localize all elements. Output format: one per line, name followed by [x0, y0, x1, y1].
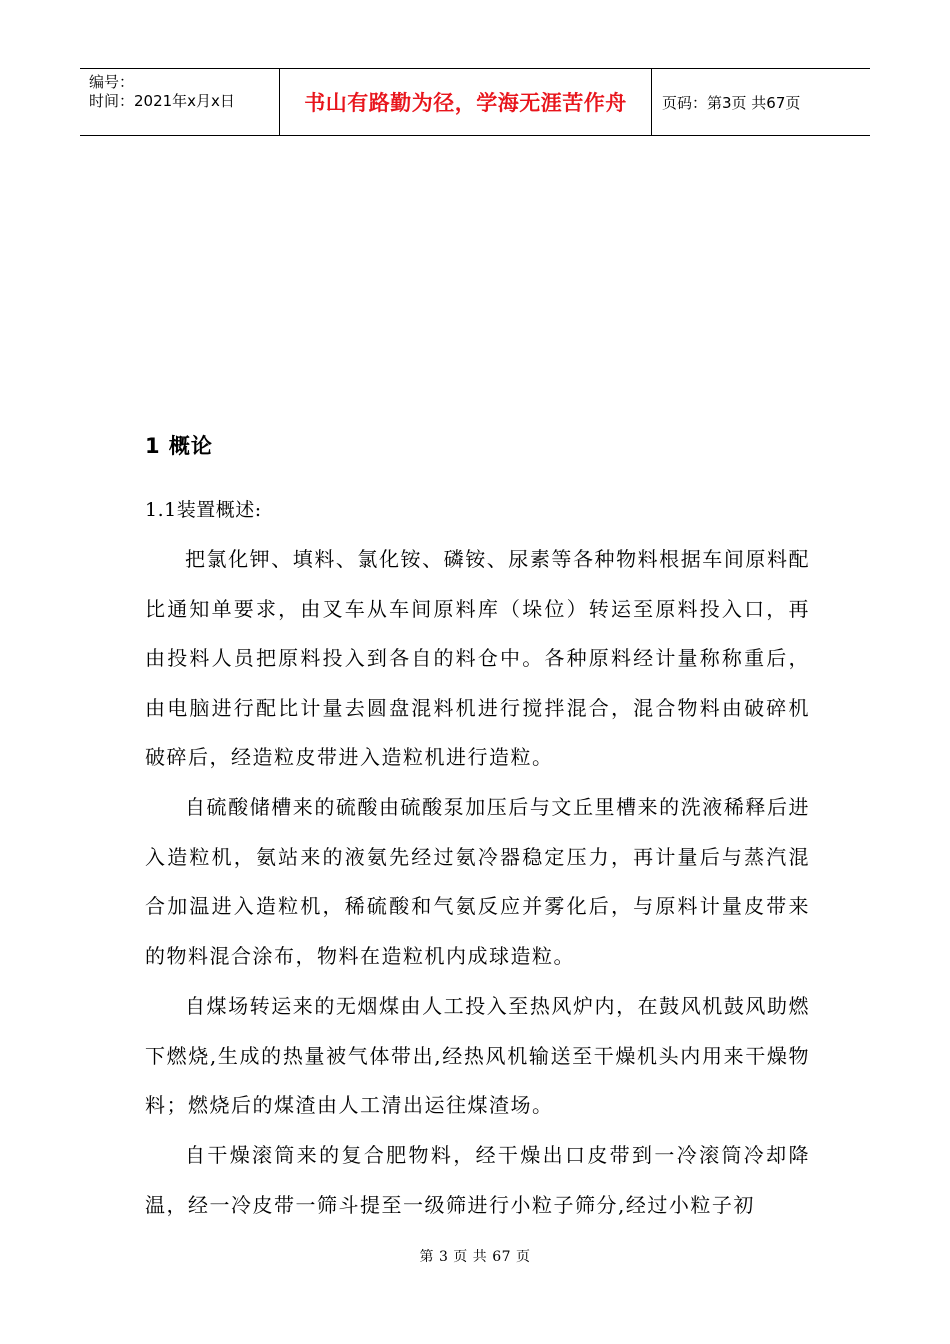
header-time-label: 时间：2021年x月x日 [89, 92, 235, 110]
section-title: 1 概论 [145, 434, 213, 458]
paragraph-3: 自煤场转运来的无烟煤由人工投入至热风炉内，在鼓风机鼓风助燃下燃烧,生成的热量被气体带出,经热风机输送至干燥机头内用来干燥物料；燃烧后的煤渣由人工清出运往煤渣场。 [145, 994, 810, 1117]
paragraph-2: 自硫酸储槽来的硫酸由硫酸泵加压后与文丘里槽来的洗液稀释后进入造粒机，氨站来的液氨先经过氨冷器稳定压力，再计量后与蒸汽混合加温进入造粒机，稀硫酸和气氨反应并雾化后，与原料计量皮带来的物料混合涂布，物料在造粒机内成球造粒。 [145, 795, 810, 968]
header-page-info: 页码：第3页 共67页 [662, 93, 801, 112]
header-meta-cell [80, 69, 280, 135]
paragraph-4: 自干燥滚筒来的复合肥物料，经干燥出口皮带到一冷滚筒冷却降温，经一冷皮带一筛斗提至一级筛进行小粒子筛分,经过小粒子初 [145, 1143, 810, 1217]
header-number-label: 编号： [89, 73, 135, 91]
page-header [80, 68, 870, 136]
subsection-title: 1.1装置概述: [145, 499, 262, 521]
paragraph-1: 把氯化钾、填料、氯化铵、磷铵、尿素等各种物料根据车间原料配比通知单要求，由叉车从车间原料库（垛位）转运至原料投入口，再由投料人员把原料投入到各自的料仓中。各种原料经计量称称重后，由电脑进行配比计量去圆盘混料机进行搅拌混合，混合物料由破碎机破碎后，经造粒皮带进入造粒机进行造粒。 [145, 547, 810, 769]
header-motto: 书山有路勤为径，学海无涯苦作舟 [280, 69, 652, 135]
page-footer: 第 3 页 共 67 页 [419, 1249, 531, 1265]
